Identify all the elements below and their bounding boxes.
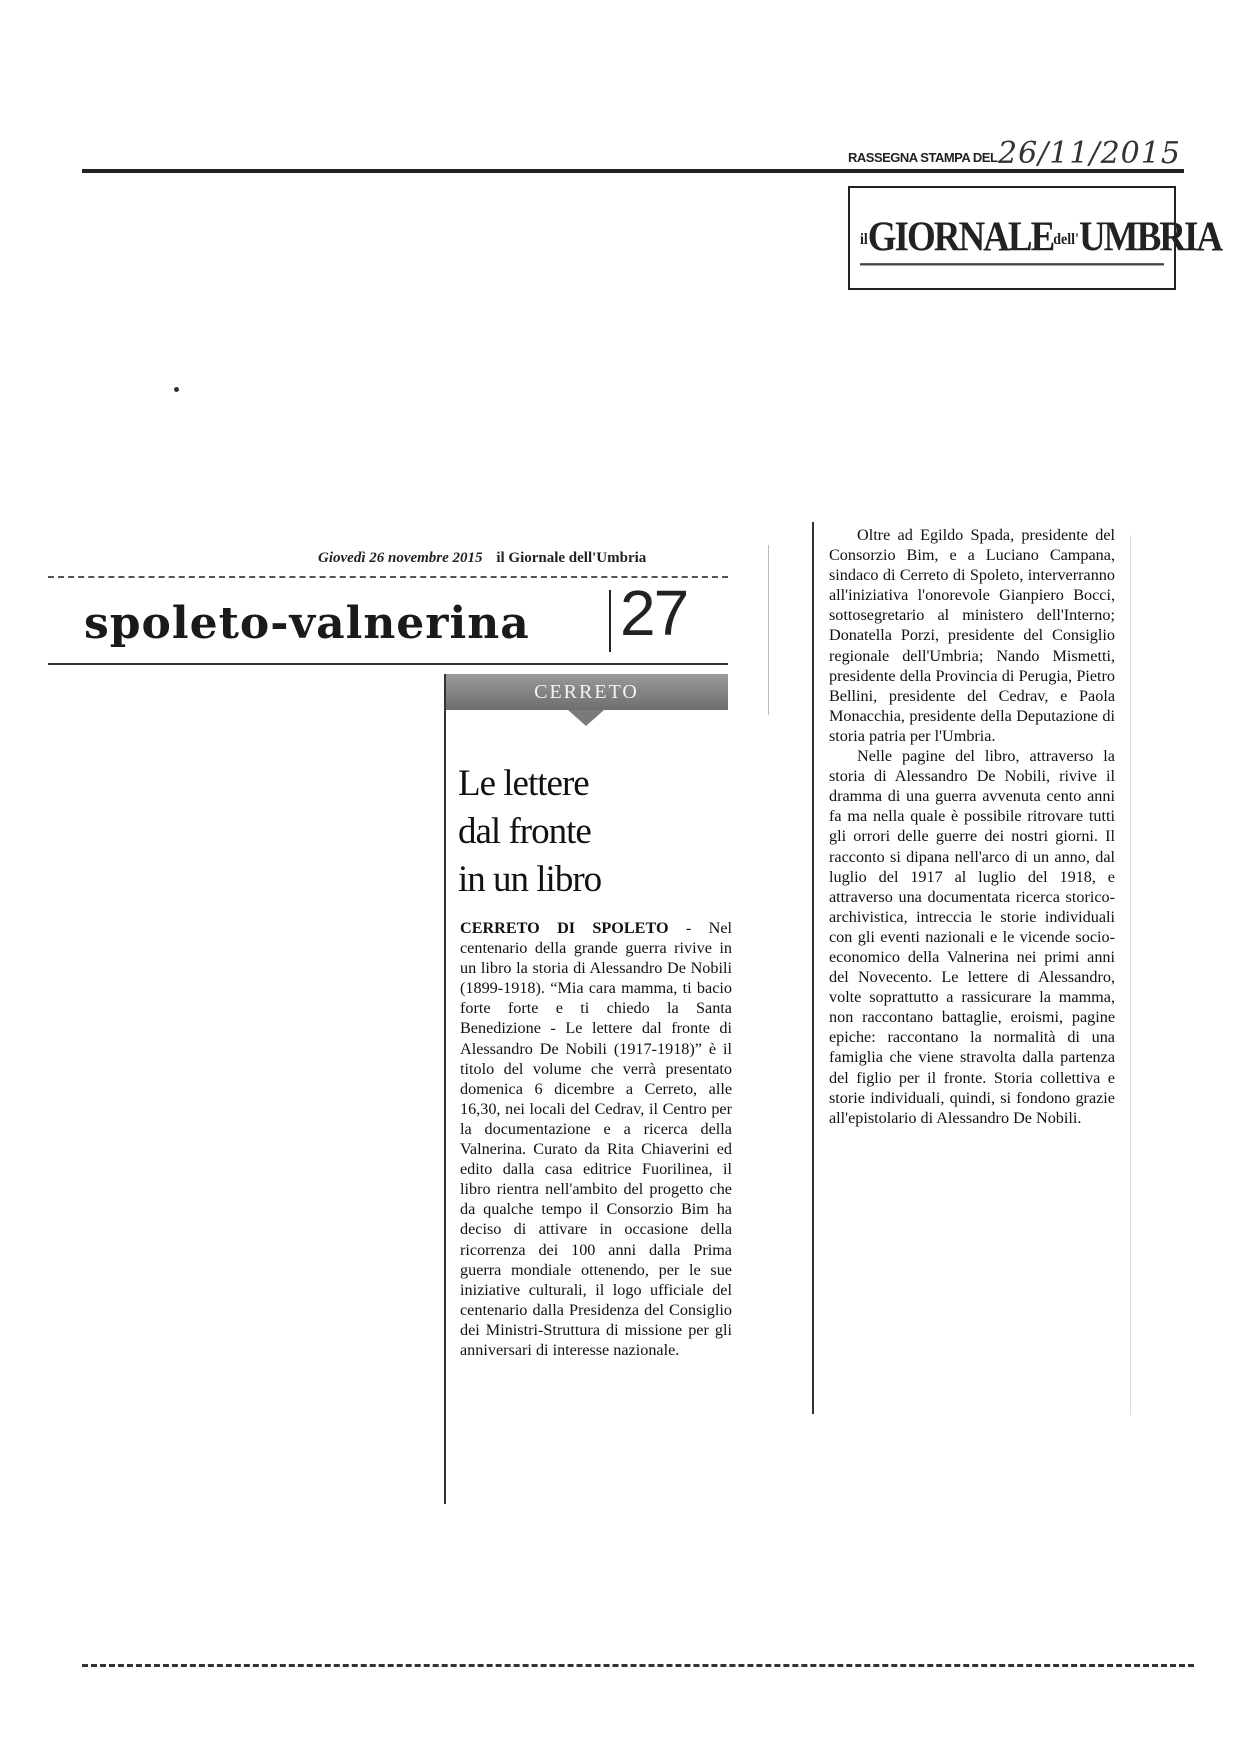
paper-name: il Giornale dell'Umbria bbox=[496, 550, 647, 566]
kicker-arrow bbox=[568, 710, 604, 726]
masthead-logo bbox=[860, 213, 1222, 266]
article-title bbox=[458, 760, 728, 904]
title-line-3: in un libro bbox=[458, 859, 602, 900]
column-divider bbox=[812, 522, 814, 1414]
top-rule bbox=[82, 169, 1184, 173]
bottom-rule bbox=[82, 1664, 1194, 1667]
title-line-2: dal fronte bbox=[458, 811, 591, 852]
masthead-logo-box bbox=[848, 186, 1222, 290]
article-column-2 bbox=[829, 525, 1115, 1128]
faint-rule-right bbox=[1130, 535, 1131, 1415]
page-date: Giovedì 26 novembre 2015 bbox=[318, 550, 483, 566]
section-rule bbox=[48, 663, 728, 665]
rassegna-stampa-label: RASSEGNA STAMPA DEL bbox=[848, 150, 998, 165]
faint-rule bbox=[768, 545, 769, 715]
scan-speck bbox=[174, 387, 179, 392]
title-line-1: Le lettere bbox=[458, 763, 589, 804]
article-left-rule bbox=[444, 674, 446, 1504]
page-number: 27 bbox=[620, 577, 688, 649]
page-header-line bbox=[318, 550, 646, 567]
masthead-name-a: GIORNALE bbox=[867, 213, 1054, 261]
column-2-paragraph-1: Oltre ad Egildo Spada, presidente del Consorzio Bim, e a Luciano Campana, sindaco di Cerreto di Spoleto, interverranno all'iniziativa l'onorevole Gianpiero Bocci, sottosegretario al ministero dell'Interno; Donatella Porzi, presidente del Consiglio regionale dell'Umbria; Nando Mismetti, presidente della Provincia di Perugia, Pietro Bellini, presidente del Cedrav, e Paola Monacchia, presidente della Deputazione di storia patria per l'Umbria. bbox=[829, 526, 1115, 745]
column-2-paragraph-2: Nelle pagine del libro, attraverso la storia di Alessandro De Nobili, rivive il dramma di una guerra avvenuta cento anni fa ma nella quale è possibile ritrovare tutti gli orrori delle guerre dei nostri giorni. Il racconto si dipana nell'arco di un anno, dal luglio del 1917 al luglio del 1918, e attraverso una documentata ricerca storico-archivistica, intreccia le storie individuali con gli eventi nazionali e le vicende socio-economico della Valnerina nei primi anni del Novecento. Le lettere di Alessandro, volte soprattutto a rassicurare la mamma, non raccontano battaglie, eroismi, pagine epiche: raccontano la normalità di una famiglia che viene stravolta dalla partenza del figlio per il fronte. Storia collettiva e storie individuali, quindi, si fondono grazie all'epistolario di Alessandro De Nobili. bbox=[829, 747, 1115, 1127]
dateline: CERRETO DI SPOLETO bbox=[460, 919, 669, 937]
masthead-prefix: il bbox=[860, 231, 868, 249]
section-divider bbox=[609, 590, 611, 652]
column-1-text: - Nel centenario della grande guerra rivive in un libro la storia di Alessandro De Nobili (1899-1918). “Mia cara mamma, ti bacio forte forte e ti chiedo la Santa Benedizione - Le lettere dal fronte di Alessandro De Nobili (1917-1918)” è il titolo del volume che verrà presentato domenica 6 dicembre a Cerreto, alle 16,30, nei locali del Cedrav, il Centro per la documentazione e a ricerca della Valnerina. Curato da Rita Chiaverini ed edito dalla casa editrice Fuorilinea, il libro rientra nell'ambito del progetto che da qualche tempo il Consorzio Bim ha deciso di attivare in occasione della ricorrenza dei 100 anni dalla Prima guerra mondiale ottenendo, per le sue iniziative culturali, il logo ufficiale del centenario dalla Presidenza del Consiglio dei Ministri-Struttura di missione per gli anniversari di interesse nazionale. bbox=[460, 919, 732, 1359]
article-column-1 bbox=[460, 918, 732, 1360]
masthead-name-b: UMBRIA bbox=[1078, 213, 1222, 261]
kicker-label: CERRETO bbox=[445, 674, 728, 710]
handwritten-date: 26/11/2015 bbox=[998, 136, 1181, 171]
masthead-small: dell' bbox=[1053, 231, 1079, 249]
section-title: spoleto-valnerina bbox=[84, 598, 530, 649]
